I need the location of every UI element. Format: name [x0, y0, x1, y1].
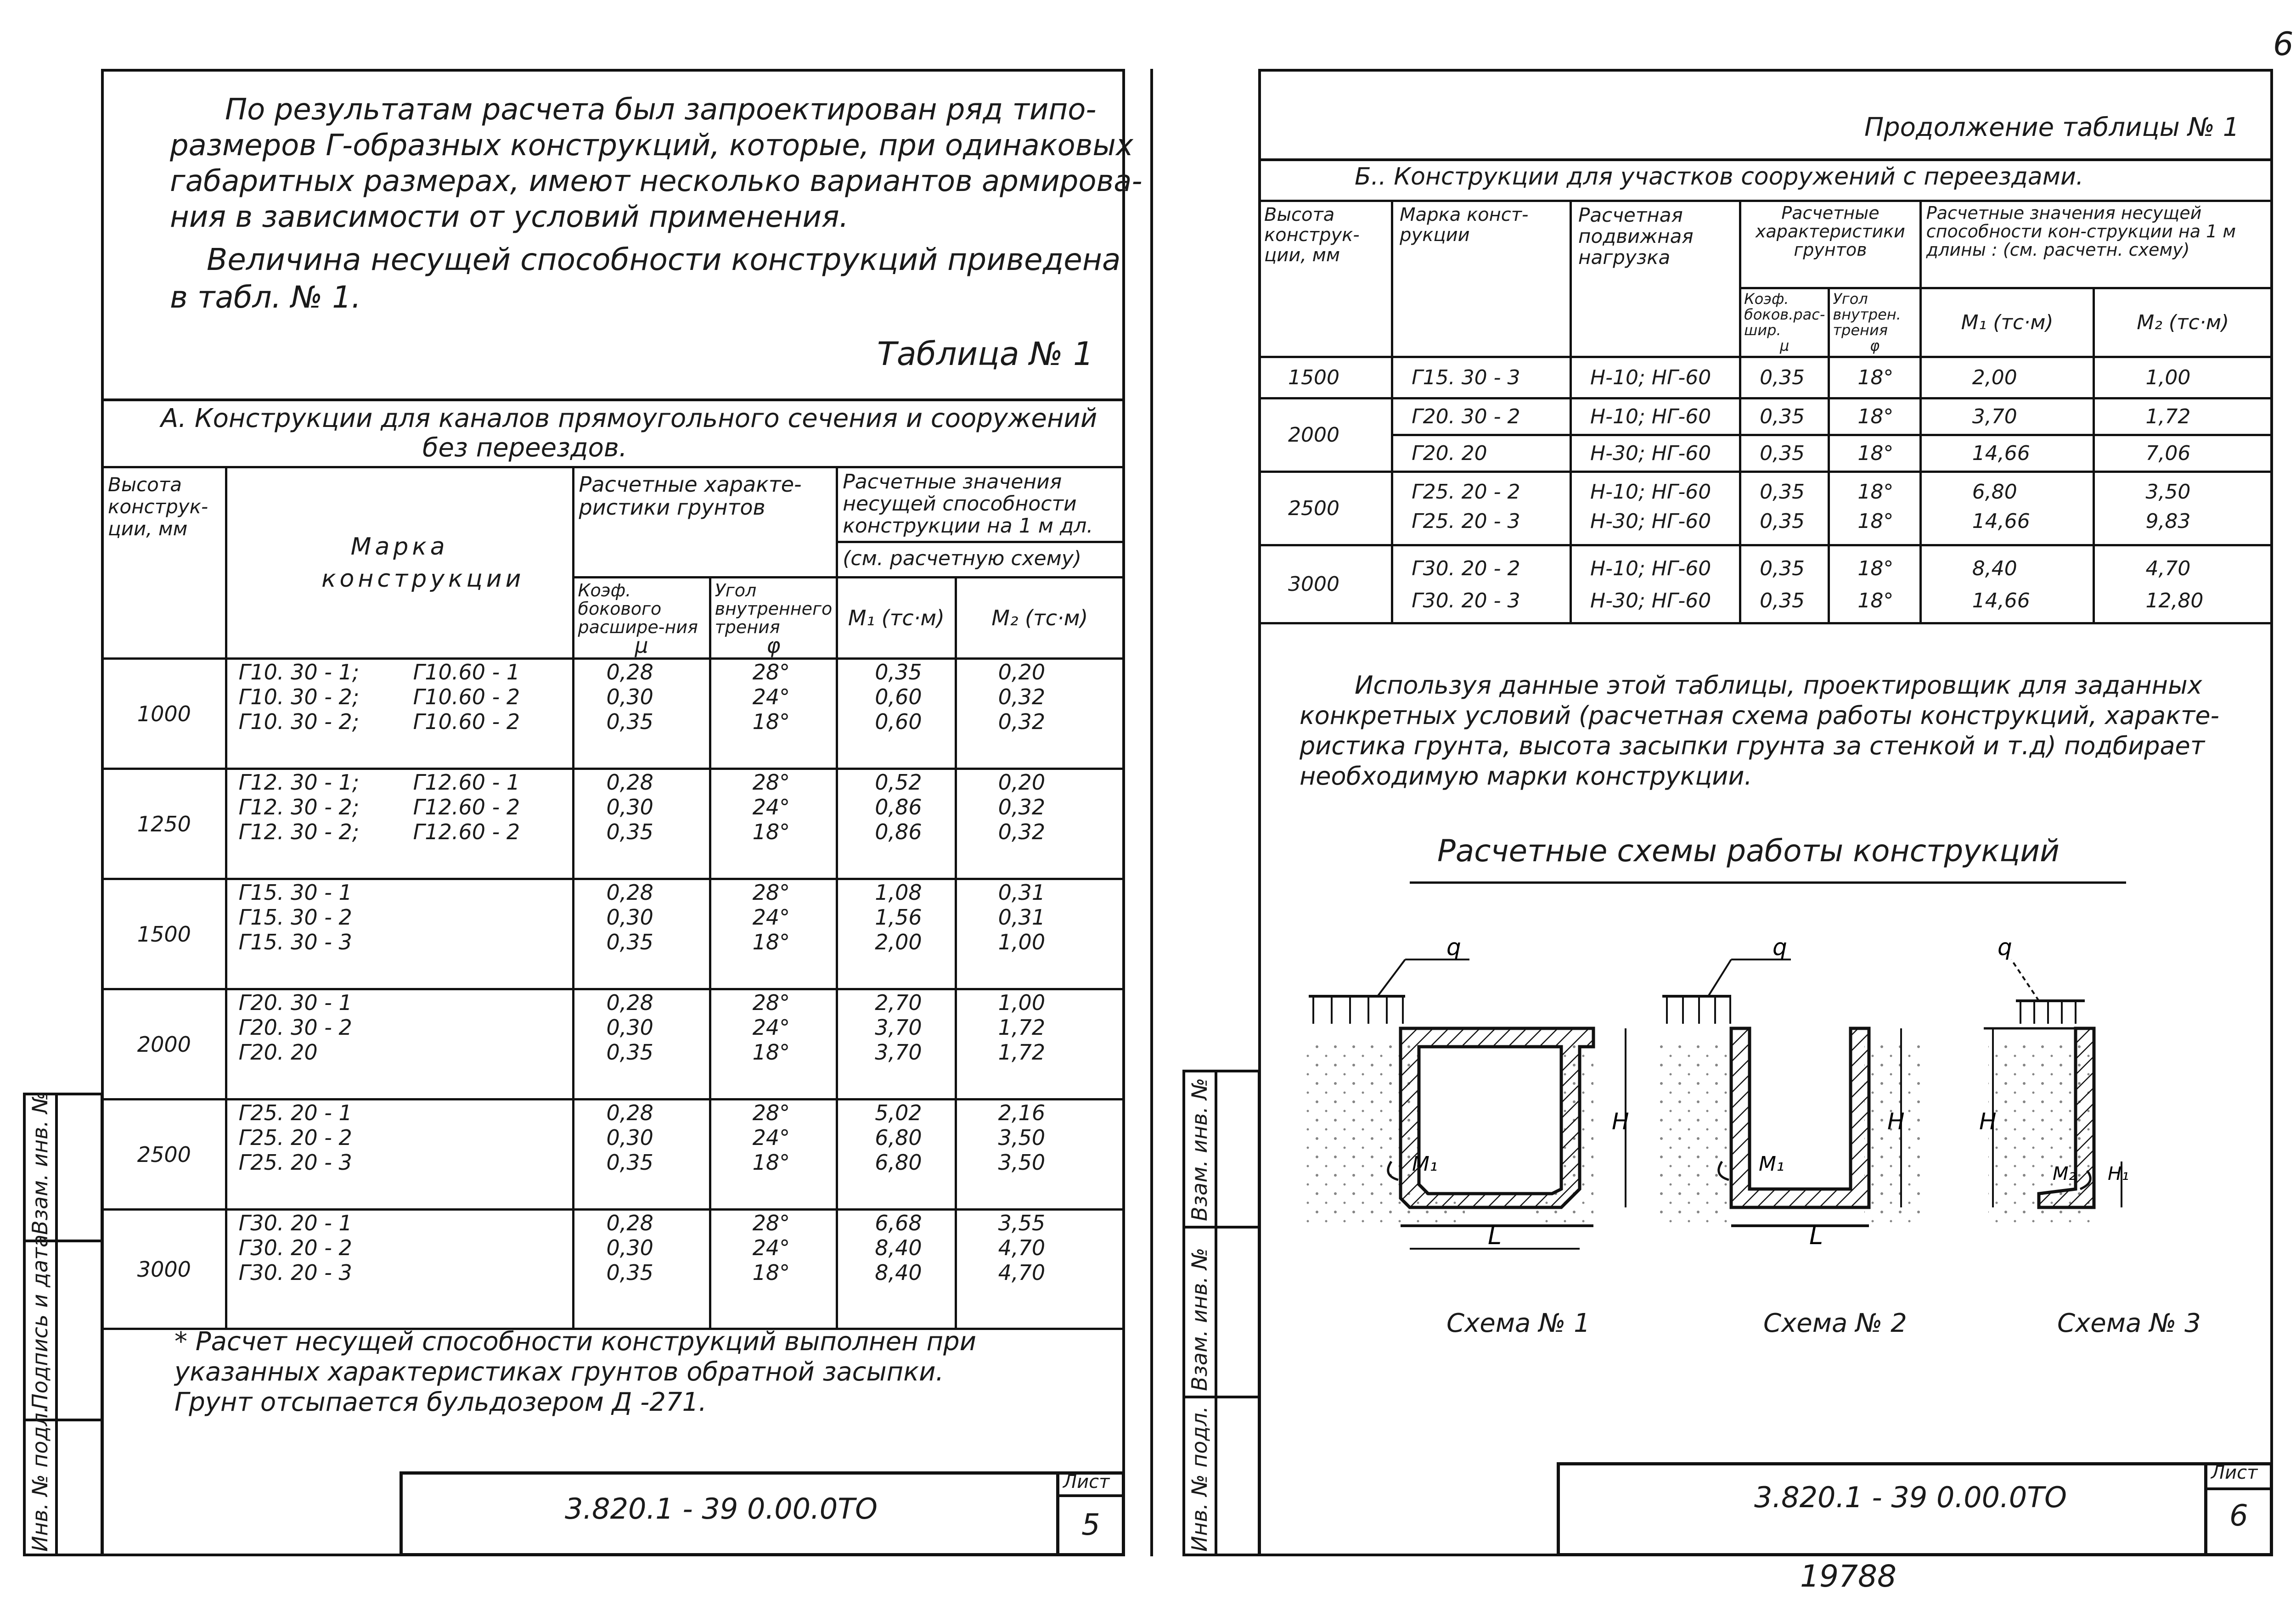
m2: 0,20	[998, 770, 1046, 795]
mark: Г30. 20 - 3	[238, 1260, 352, 1285]
scheme-label-2: Схема № 2	[1763, 1308, 1907, 1338]
mu: 0,35	[1760, 405, 1805, 428]
m1: 6,80	[1972, 480, 2017, 504]
table-row	[102, 989, 1124, 1100]
load-label: q	[1773, 934, 1787, 960]
scheme-label-1: Схема № 1	[1446, 1308, 1590, 1338]
schemes-title: Расчетные схемы работы конструкций	[1437, 833, 2060, 869]
left-intro2	[170, 241, 1120, 316]
usage-line-4: необходимую марки конструкции.	[1300, 762, 1752, 791]
binding-line	[1150, 69, 1153, 1556]
hdr-b-m2: М₂ (тс·м)	[2094, 288, 2272, 357]
phi: 28°	[752, 1211, 790, 1235]
phi: 24°	[752, 684, 790, 709]
left-stamp-divider	[1056, 1471, 1059, 1556]
m1: 6,80	[875, 1150, 922, 1175]
intro-line-2: размеров Г-образных конструкций, которые, при одинаковых	[170, 129, 1133, 163]
left-sheet-number: 5	[1081, 1508, 1100, 1542]
intro2-line-1: Величина несущей способности конструкций приведена	[207, 242, 1121, 277]
mu: 0,28	[606, 990, 653, 1015]
table-row	[102, 879, 1124, 989]
right-stamp-code: 3.820.1 - 39 0.00.0ТО	[1754, 1481, 2067, 1514]
m1: 8,40	[1972, 557, 2017, 580]
m2: 3,50	[998, 1150, 1046, 1175]
archive-number: 19788	[1800, 1559, 1896, 1594]
table-row	[102, 659, 1124, 769]
m2: 3,50	[2145, 480, 2191, 504]
phi: 18°	[1857, 366, 1894, 389]
scheme-1	[1304, 934, 1629, 1250]
mark: Г20. 20	[1412, 442, 1487, 465]
mu: 0,30	[606, 1125, 653, 1150]
m2: 4,70	[2145, 557, 2191, 580]
mu: 0,35	[1760, 557, 1805, 580]
usage-line-3: ристика грунта, высота засыпки грунта за стенкой и т.д) подбирает	[1300, 731, 2205, 760]
m2: 1,72	[998, 1040, 1046, 1065]
m1: 1,08	[875, 880, 922, 905]
mark: Г20. 30 - 1	[238, 990, 352, 1015]
section-a-topline	[101, 398, 1125, 401]
mu: 0,35	[606, 709, 653, 734]
hdr-angle: Угол внутреннего трения φ	[710, 578, 837, 659]
m2: 2,16	[998, 1100, 1046, 1125]
dim-H: Н	[1979, 1108, 1997, 1135]
right-side-label-3: Взам. инв. №	[1187, 1077, 1212, 1221]
section-a-title	[161, 404, 1097, 463]
design-schemes	[1295, 932, 2232, 1308]
mark: Г20. 30 - 2	[1412, 405, 1520, 428]
m2: 1,00	[998, 990, 1046, 1015]
m1: 6,68	[875, 1211, 922, 1235]
phi: 24°	[752, 1125, 790, 1150]
row-height: 3000	[1288, 572, 1339, 596]
moment-M1: М₁	[1759, 1152, 1784, 1176]
right-sheet-label: Лист	[2211, 1462, 2258, 1483]
phi: 24°	[752, 795, 790, 819]
m1: 14,66	[1972, 442, 2030, 465]
dim-L: L	[1488, 1221, 1502, 1250]
m2: 1,00	[2145, 366, 2191, 389]
m1: 6,80	[875, 1125, 922, 1150]
phi: 18°	[1857, 510, 1894, 533]
m2: 1,00	[998, 930, 1046, 954]
mark: Г10.60 - 2	[413, 684, 520, 709]
mu: 0,35	[606, 819, 653, 844]
m1: 1,56	[875, 905, 922, 930]
mu: 0,30	[606, 1015, 653, 1040]
mu: 0,28	[606, 1211, 653, 1235]
mu: 0,35	[606, 930, 653, 954]
hdr-height: Высота конструк-ции, мм	[102, 467, 226, 659]
phi: 28°	[752, 880, 790, 905]
section-a-line-2: без переездов.	[422, 433, 627, 463]
scheme-label-3: Схема № 3	[2057, 1308, 2201, 1338]
m2: 9,83	[2145, 510, 2191, 533]
mark: Г25. 20 - 3	[1412, 510, 1520, 533]
m2: 1,72	[2145, 405, 2191, 428]
m2: 0,20	[998, 660, 1046, 684]
hdr-values: Расчетные значения несущей способности конструкции на 1 м дл. (см. расчетную схему)	[837, 467, 1124, 578]
intro2-line-2: в табл. № 1.	[170, 280, 361, 315]
m1: 3,70	[875, 1040, 922, 1065]
table-row	[1260, 398, 2272, 435]
m1: 0,60	[875, 709, 922, 734]
scheme-3	[1979, 934, 2129, 1226]
hdr-m1: М₁ (тс·м)	[837, 578, 956, 659]
phi: 18°	[1857, 589, 1894, 612]
right-side-label-2: Взам. инв. №	[1187, 1247, 1212, 1391]
mu: 0,30	[606, 1235, 653, 1260]
mark: Г10. 30 - 2;	[238, 709, 360, 734]
mark: Г12. 30 - 2;	[238, 819, 360, 844]
table-a	[101, 466, 1125, 1330]
m1: 14,66	[1972, 510, 2030, 533]
m2: 12,80	[2145, 589, 2204, 612]
mark: Г15. 30 - 2	[238, 905, 352, 930]
right-stamp-divider-h	[2204, 1487, 2273, 1490]
row-height: 3000	[137, 1257, 191, 1282]
scheme-2	[1658, 934, 1924, 1250]
usage-line-1: Используя данные этой таблицы, проектировщик для заданных	[1355, 671, 2202, 700]
m1: 2,70	[875, 990, 922, 1015]
hdr-b-mark: Марка конст-рукции	[1392, 201, 1571, 357]
row-height: 2000	[1288, 423, 1339, 447]
mark: Г25. 20 - 2	[238, 1125, 352, 1150]
table-row	[102, 1210, 1124, 1329]
mark: Г25. 20 - 3	[238, 1150, 352, 1175]
m2: 0,32	[998, 819, 1046, 844]
phi: 28°	[752, 770, 790, 795]
intro-line-1: По результатам расчета был запроектирован ряд типо-	[225, 93, 1097, 127]
phi: 18°	[752, 709, 790, 734]
hdr-coef: Коэф. бокового расшире-ния μ	[573, 578, 710, 659]
right-side-divider	[1215, 1070, 1217, 1556]
intro-line-4: ния в зависимости от условий применения.	[170, 200, 849, 234]
load: Н-10; НГ-60	[1590, 480, 1711, 504]
mu: 0,35	[1760, 442, 1805, 465]
table-row	[1260, 472, 2272, 545]
phi: 18°	[752, 1260, 790, 1285]
hdr-b-coef: Коэф. боков.рас-шир. μ	[1740, 288, 1829, 357]
m2: 3,55	[998, 1211, 1046, 1235]
mu: 0,30	[606, 795, 653, 819]
mu: 0,30	[606, 905, 653, 930]
row-height: 1500	[137, 921, 191, 947]
phi: 28°	[752, 660, 790, 684]
mark: Г25. 20 - 1	[238, 1100, 352, 1125]
moment-M2: М₂	[2053, 1163, 2076, 1184]
hdr-mark: Марка конструкции	[226, 467, 573, 659]
m1: 8,40	[875, 1260, 922, 1285]
left-sheet-label: Лист	[1063, 1471, 1110, 1492]
mu: 0,28	[606, 1100, 653, 1125]
right-side-h2	[1182, 1396, 1261, 1398]
mark: Г12. 30 - 1;	[238, 770, 360, 795]
phi: 18°	[752, 1150, 790, 1175]
mark: Г30. 20 - 3	[1412, 589, 1520, 612]
phi: 28°	[752, 1100, 790, 1125]
mark: Г20. 30 - 2	[238, 1015, 352, 1040]
m2: 0,32	[998, 795, 1046, 819]
load: Н-10; НГ-60	[1590, 405, 1711, 428]
phi: 18°	[1857, 557, 1894, 580]
m1: 2,00	[1972, 366, 2017, 389]
mark: Г12.60 - 2	[413, 795, 520, 819]
m1: 3,70	[1972, 405, 2017, 428]
mu: 0,28	[606, 880, 653, 905]
left-side-label-2: Подпись и дата	[28, 1234, 52, 1409]
moment-M1: М₁	[1412, 1152, 1438, 1176]
row-height: 2000	[137, 1032, 191, 1057]
m2: 7,06	[2145, 442, 2191, 465]
mark: Г30. 20 - 1	[238, 1211, 352, 1235]
mark: Г12.60 - 2	[413, 819, 520, 844]
mark: Г25. 20 - 2	[1412, 480, 1520, 504]
mu: 0,35	[1760, 366, 1805, 389]
phi: 18°	[752, 1040, 790, 1065]
load-label: q	[1446, 934, 1461, 960]
right-side-h1	[1182, 1226, 1261, 1229]
phi: 18°	[752, 819, 790, 844]
mu: 0,35	[1760, 589, 1805, 612]
m1: 3,70	[875, 1015, 922, 1040]
m2: 0,31	[998, 880, 1046, 905]
m1: 5,02	[875, 1100, 922, 1125]
dim-H1: Н₁	[2108, 1163, 2129, 1184]
mu: 0,28	[606, 770, 653, 795]
hdr-m2: М₂ (тс·м)	[956, 578, 1124, 659]
m2: 0,31	[998, 905, 1046, 930]
mark: Г15. 30 - 3	[1412, 366, 1520, 389]
m1: 0,52	[875, 770, 922, 795]
load: Н-30; НГ-60	[1590, 442, 1711, 465]
mu: 0,35	[606, 1260, 653, 1285]
hdr-soil: Расчетные характе-ристики грунтов	[573, 467, 837, 578]
usage-paragraph	[1300, 670, 2219, 791]
section-b-topline	[1258, 158, 2273, 161]
left-side-divider	[55, 1093, 58, 1556]
footnote-line-2: указанных характеристиках грунтов обратной засыпки.	[174, 1357, 944, 1387]
phi: 24°	[752, 1015, 790, 1040]
mu: 0,35	[1760, 480, 1805, 504]
m1: 14,66	[1972, 589, 2030, 612]
hdr-b-height: Высота конструк-ции, мм	[1260, 201, 1392, 357]
section-a-line-1: А. Конструкции для каналов прямоугольного сечения и сооружений	[161, 404, 1097, 433]
m2: 4,70	[998, 1235, 1046, 1260]
table-row	[1260, 545, 2272, 623]
load: Н-10; НГ-60	[1590, 366, 1711, 389]
mu: 0,35	[606, 1040, 653, 1065]
right-sheet-number: 6	[2229, 1499, 2248, 1533]
m2: 0,32	[998, 684, 1046, 709]
load-label: q	[1998, 934, 2012, 960]
mu: 0,30	[606, 684, 653, 709]
row-height: 2500	[1288, 497, 1339, 520]
left-stamp-divider-h	[1056, 1494, 1125, 1497]
section-b-title: Б.. Конструкции для участков сооружений с переездами.	[1355, 163, 2084, 191]
table-b	[1258, 200, 2273, 624]
page-number: 6	[2273, 25, 2294, 63]
table-row	[1260, 357, 2272, 398]
hdr-b-m1: М₁ (тс·м)	[1920, 288, 2094, 357]
schemes-title-underline	[1410, 881, 2126, 884]
left-side-label-1: Инв. № подл.	[28, 1406, 52, 1552]
phi: 24°	[752, 905, 790, 930]
left-intro	[170, 92, 1142, 235]
phi: 28°	[752, 990, 790, 1015]
m2: 4,70	[998, 1260, 1046, 1285]
m2: 3,50	[998, 1125, 1046, 1150]
load: Н-30; НГ-60	[1590, 510, 1711, 533]
table-row	[1260, 435, 2272, 472]
phi: 18°	[1857, 405, 1894, 428]
m2: 1,72	[998, 1015, 1046, 1040]
phi: 24°	[752, 1235, 790, 1260]
row-height: 1500	[1288, 366, 1339, 389]
table-label: Таблица № 1	[877, 335, 1094, 373]
m1: 2,00	[875, 930, 922, 954]
table-row	[102, 769, 1124, 879]
hdr-b-angle: Угол внутрен. трения φ	[1829, 288, 1920, 357]
mark: Г10.60 - 1	[413, 660, 520, 684]
m1: 0,86	[875, 819, 922, 844]
phi: 18°	[752, 930, 790, 954]
m1: 0,86	[875, 795, 922, 819]
footnote	[174, 1327, 976, 1418]
row-height: 2500	[137, 1142, 191, 1167]
mark: Г30. 20 - 2	[238, 1235, 352, 1260]
mark: Г20. 20	[238, 1040, 318, 1065]
mu: 0,35	[606, 1150, 653, 1175]
mark: Г15. 30 - 3	[238, 930, 352, 954]
mark: Г10. 30 - 2;	[238, 684, 360, 709]
right-side-label-1: Инв. № подл.	[1187, 1406, 1212, 1552]
m1: 0,35	[875, 660, 922, 684]
intro-line-3: габаритных размерах, имеют несколько вариантов армирова-	[170, 164, 1142, 198]
mark: Г15. 30 - 1	[238, 880, 352, 905]
m1: 8,40	[875, 1235, 922, 1260]
dim-H: Н	[1887, 1108, 1905, 1135]
mark: Г12.60 - 1	[413, 770, 520, 795]
footnote-line-1: * Расчет несущей способности конструкций выполнен при	[174, 1327, 977, 1357]
hdr-scheme: (см. расчетную схему)	[838, 541, 1123, 570]
left-side-label-3: Взам. инв. №	[28, 1091, 52, 1235]
hdr-b-soil: Расчетные характеристики грунтов	[1740, 201, 1921, 288]
hdr-b-load: Расчетная подвижная нагрузка	[1571, 201, 1740, 357]
hdr-b-values: Расчетные значения несущей способности кон-струкции на 1 м длины : (см. расчетн. схему)	[1920, 201, 2272, 288]
dim-H: Н	[1612, 1108, 1629, 1135]
load: Н-10; НГ-60	[1590, 557, 1711, 580]
phi: 18°	[1857, 442, 1894, 465]
row-height: 1000	[137, 701, 191, 726]
left-stamp-code: 3.820.1 - 39 0.00.0ТО	[565, 1492, 878, 1526]
mu: 0,35	[1760, 510, 1805, 533]
mu: 0,28	[606, 660, 653, 684]
mark: Г30. 20 - 2	[1412, 557, 1520, 580]
footnote-line-3: Грунт отсыпается бульдозером Д -271.	[174, 1387, 707, 1417]
m1: 0,60	[875, 684, 922, 709]
phi: 18°	[1857, 480, 1894, 504]
mark: Г10. 30 - 1;	[238, 660, 360, 684]
m2: 0,32	[998, 709, 1046, 734]
mark: Г12. 30 - 2;	[238, 795, 360, 819]
continuation-label: Продолжение таблицы № 1	[1864, 112, 2240, 142]
row-height: 1250	[137, 811, 191, 836]
right-stamp-divider	[2204, 1462, 2207, 1556]
table-row	[102, 1100, 1124, 1210]
mark: Г10.60 - 2	[413, 709, 520, 734]
dim-L: L	[1809, 1221, 1823, 1250]
usage-line-2: конкретных условий (расчетная схема работы конструкций, характе-	[1300, 701, 2219, 730]
load: Н-30; НГ-60	[1590, 589, 1711, 612]
